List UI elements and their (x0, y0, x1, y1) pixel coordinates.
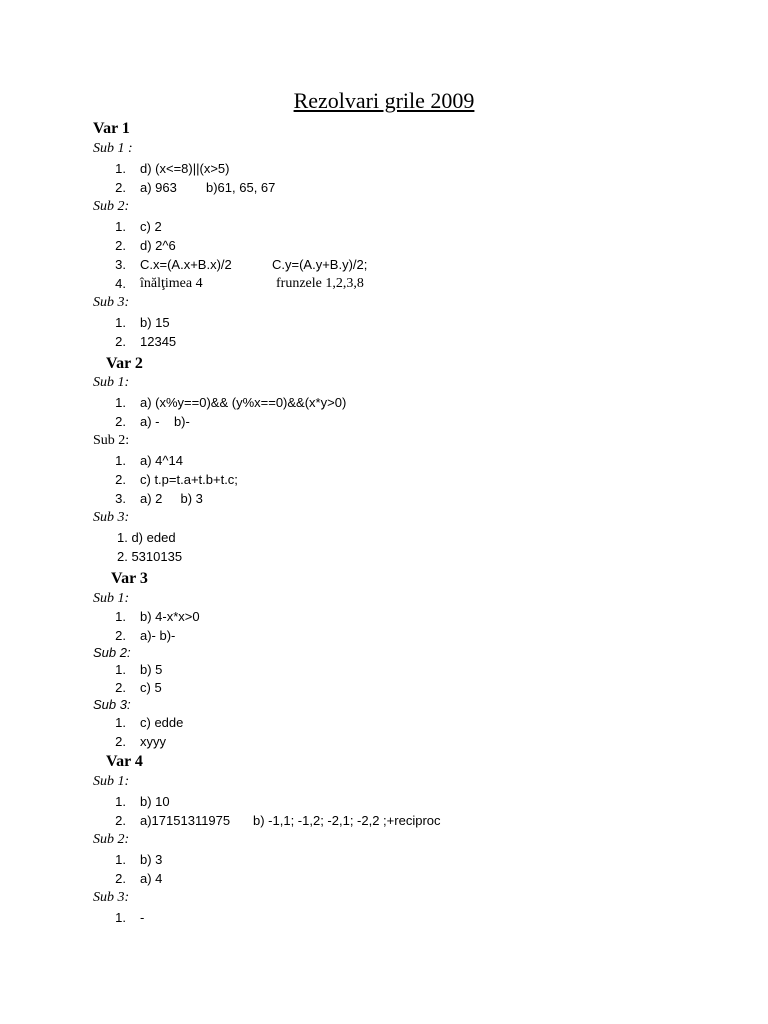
list-number: 1. (115, 453, 126, 468)
var-4-sub-1-label: Sub 1: (93, 774, 130, 789)
list-item: c) 2 (140, 219, 162, 234)
var-1-heading: Var 1 (93, 120, 130, 137)
list-number: 1. (115, 609, 126, 624)
list-number: 1. (115, 662, 126, 677)
var-3-sub-2-label: Sub 2: (93, 645, 131, 660)
list-number: 2. (115, 680, 126, 695)
list-number: 1. (115, 161, 126, 176)
list-number: 1. (115, 715, 126, 730)
list-item: b) 5 (140, 662, 163, 677)
list-item: a) 2 b) 3 (140, 491, 203, 506)
list-number: 2. (115, 334, 126, 349)
list-item: a) 963 (140, 180, 177, 195)
list-item: frunzele 1,2,3,8 (276, 276, 364, 291)
list-item: C.y=(A.y+B.y)/2; (272, 257, 368, 272)
list-item: a)- b)- (140, 628, 176, 643)
var-3-sub-1-label: Sub 1: (93, 591, 130, 606)
var-2-sub-1-label: Sub 1: (93, 375, 130, 390)
list-number: 2. (115, 414, 126, 429)
var-4-sub-3-label: Sub 3: (93, 890, 130, 905)
list-number: 2. (115, 871, 126, 886)
list-item: xyyy (140, 734, 166, 749)
list-number: 1. (115, 910, 126, 925)
list-item: c) edde (140, 715, 184, 730)
list-item: 12345 (140, 334, 177, 349)
var-2-sub-2-label: Sub 2: (93, 433, 130, 448)
list-number: 1. (115, 852, 126, 867)
list-number: 2. (115, 472, 126, 487)
list-item: b)61, 65, 67 (206, 180, 276, 195)
var-4-heading: Var 4 (106, 753, 143, 770)
var-3-sub-3-label: Sub 3: (93, 697, 131, 712)
list-item: d) 2^6 (140, 238, 176, 253)
list-item: a) - b)- (140, 414, 190, 429)
list-item: înălţimea 4 (140, 276, 203, 291)
list-item: a) 4^14 (140, 453, 183, 468)
var-1-sub-3-label: Sub 3: (93, 295, 130, 310)
list-item: c) t.p=t.a+t.b+t.c; (140, 472, 238, 487)
list-item: b) -1,1; -1,2; -2,1; -2,2 ;+reciproc (253, 813, 441, 828)
list-item: b) 15 (140, 315, 170, 330)
list-item: d) (x<=8)||(x>5) (140, 161, 230, 176)
list-number: 2. (115, 628, 126, 643)
list-number: 1. (115, 395, 126, 410)
list-number: 2. (115, 180, 126, 195)
list-number: 3. (115, 491, 126, 506)
list-item: a) (x%y==0)&& (y%x==0)&&(x*y>0) (140, 395, 347, 410)
list-item: C.x=(A.x+B.x)/2 (140, 257, 232, 272)
list-item: b) 4-x*x>0 (140, 609, 200, 624)
list-number: 1. (115, 315, 126, 330)
list-item: c) 5 (140, 680, 162, 695)
var-1-sub-1-label: Sub 1 : (93, 141, 133, 156)
list-item: a) 4 (140, 871, 163, 886)
page-title: Rezolvari grile 2009 (293, 88, 475, 113)
list-number: 3. (115, 257, 126, 272)
list-item: b) 10 (140, 794, 170, 809)
var-4-sub-2-label: Sub 2: (93, 832, 130, 847)
var-2-heading: Var 2 (106, 355, 143, 372)
var-3-heading: Var 3 (111, 570, 148, 587)
list-item: a)17151311975 (140, 813, 231, 828)
list-item: - (140, 910, 145, 925)
list-item: 1. d) eded (117, 530, 176, 545)
list-number: 2. (115, 734, 126, 749)
list-number: 4. (115, 276, 126, 291)
list-number: 1. (115, 794, 126, 809)
list-number: 2. (115, 238, 126, 253)
list-number: 1. (115, 219, 126, 234)
list-number: 2. (115, 813, 126, 828)
list-item: b) 3 (140, 852, 163, 867)
var-2-sub-3-label: Sub 3: (93, 510, 130, 525)
list-item: 2. 5310135 (117, 549, 183, 564)
var-1-sub-2-label: Sub 2: (93, 199, 130, 214)
